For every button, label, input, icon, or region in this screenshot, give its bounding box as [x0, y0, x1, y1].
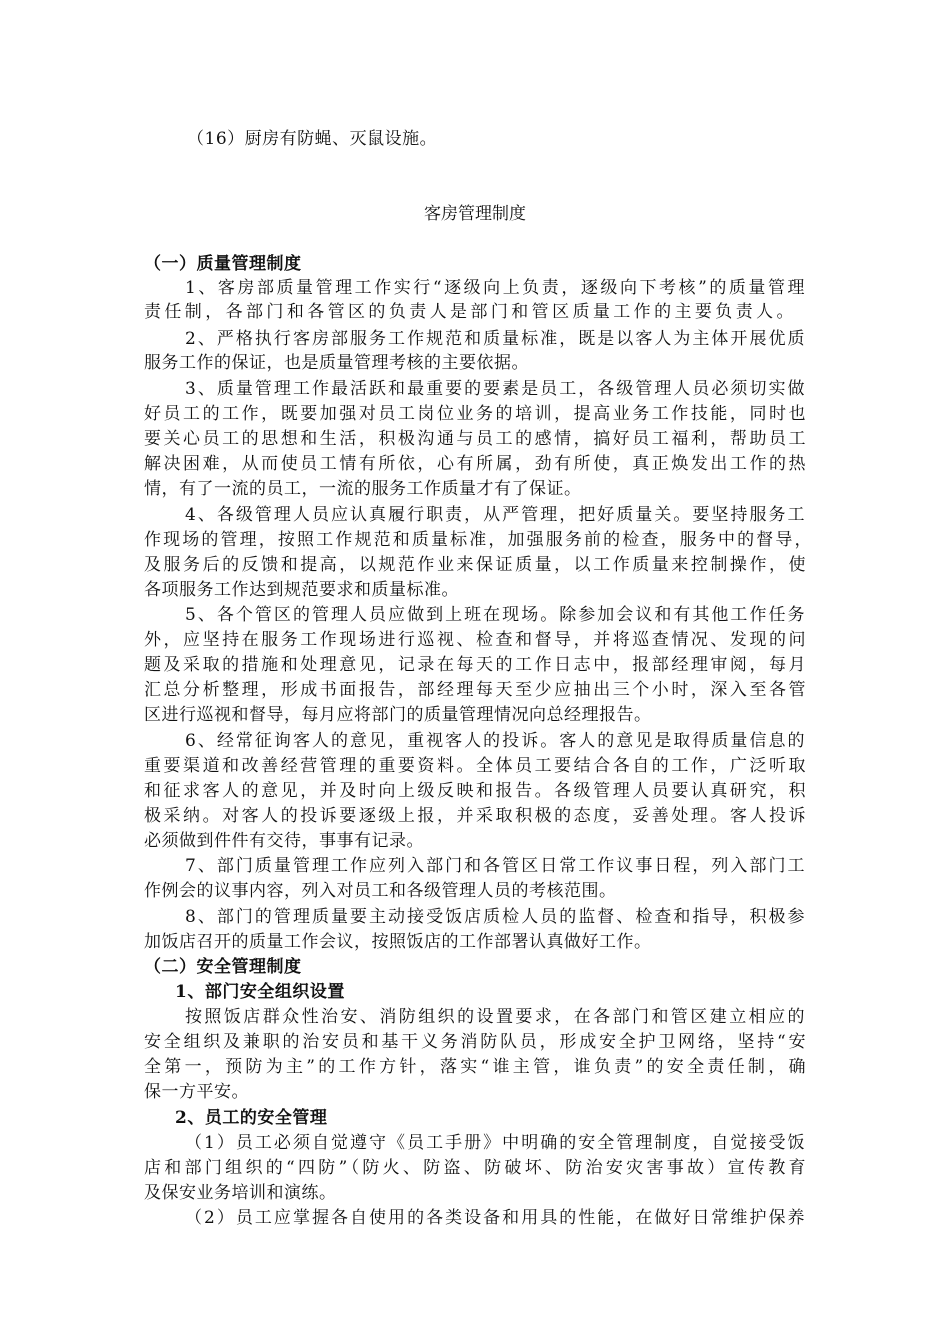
paragraph-line: 和征求客人的意见，并及时向上级反映和报告。各级管理人员要认真研究，积: [144, 781, 806, 801]
paragraph-line: 区进行巡视和督导，每月应将部门的质量管理情况向总经理报告。: [144, 705, 652, 725]
paragraph-line: 8、部门的管理质量要主动接受饭店质检人员的监督、检查和指导，积极参: [185, 907, 805, 927]
paragraph-line: 题及采取的措施和处理意见，记录在每天的工作日志中，报部经理审阅，每月: [144, 655, 806, 675]
section-heading-safety: （二）安全管理制度: [144, 957, 302, 977]
paragraph-line: 解决困难，从而使员工情有所依，心有所属，劲有所使，真正焕发出工作的热: [144, 454, 806, 474]
paragraph-line: 情，有了一流的员工，一流的服务工作质量才有了保证。: [144, 479, 582, 499]
paragraph-line: 作现场的管理，按照工作规范和质量标准，加强服务前的检查，服务中的督导，: [144, 530, 812, 550]
section-heading-quality: （一）质量管理制度: [144, 254, 302, 274]
paragraph-line: （2）员工应掌握各自使用的各类设备和用具的性能，在做好日常维护保养: [185, 1208, 805, 1228]
subsection-heading-org: 1、部门安全组织设置: [175, 982, 345, 1002]
paragraph-line: 作例会的议事内容，列入对员工和各级管理人员的考核范围。: [144, 881, 617, 901]
paragraph-line: 责任制，各部门和各管区的负责人是部门和管区质量工作的主要负责人。: [144, 302, 794, 322]
paragraph-line: 1、客房部质量管理工作实行“逐级向上负责，逐级向下考核”的质量管理: [185, 278, 805, 298]
paragraph-line: （1）员工必须自觉遵守《员工手册》中明确的安全管理制度，自觉接受饭: [185, 1133, 805, 1153]
paragraph-line: 服务工作的保证，也是质量管理考核的主要依据。: [144, 353, 529, 373]
paragraph-line: 4、各级管理人员应认真履行职责，从严管理，把好质量关。要坚持服务工: [185, 505, 805, 525]
paragraph-line: 必须做到件件有交待，事事有记录。: [144, 831, 424, 851]
paragraph-line: 保一方平安。: [144, 1082, 249, 1102]
paragraph-line: 2、严格执行客房部服务工作规范和质量标准，既是以客人为主体开展优质: [185, 329, 805, 349]
paragraph-line: 好员工的工作，既要加强对员工岗位业务的培训，提高业务工作技能，同时也: [144, 404, 806, 424]
subsection-heading-staff: 2、员工的安全管理: [175, 1108, 328, 1128]
paragraph-line: 7、部门质量管理工作应列入部门和各管区日常工作议事日程，列入部门工: [185, 856, 805, 876]
list-item-16: （16）厨房有防蝇、灭鼠设施。: [187, 129, 438, 149]
paragraph-line: 汇总分析整理，形成书面报告，部经理每天至少应抽出三个小时，深入至各管: [144, 680, 806, 700]
paragraph-line: 3、质量管理工作最活跃和最重要的要素是员工，各级管理人员必须切实做: [185, 379, 805, 399]
paragraph-line: 5、各个管区的管理人员应做到上班在现场。除参加会议和有其他工作任务: [185, 605, 805, 625]
paragraph-line: 各项服务工作达到规范要求和质量标准。: [144, 580, 459, 600]
paragraph-line: 及保安业务培训和演练。: [144, 1183, 337, 1203]
paragraph-line: 按照饭店群众性治安、消防组织的设置要求，在各部门和管区建立相应的: [185, 1007, 805, 1027]
paragraph-line: 6、经常征询客人的意见，重视客人的投诉。客人的意见是取得质量信息的: [185, 731, 805, 751]
paragraph-line: 及服务后的反馈和提高，以规范作业来保证质量，以工作质量来控制操作，使: [144, 555, 806, 575]
paragraph-line: 外，应坚持在服务工作现场进行巡视、检查和督导，并将巡查情况、发现的问: [144, 630, 806, 650]
paragraph-line: 极采纳。对客人的投诉要逐级上报，并采取积极的态度，妥善处理。客人投诉: [144, 806, 806, 826]
page-title: 客房管理制度: [424, 204, 526, 224]
paragraph-line: 加饭店召开的质量工作会议，按照饭店的工作部署认真做好工作。: [144, 932, 652, 952]
paragraph-line: 店和部门组织的“四防”（防火、防盗、防破坏、防治安灾害事故）宣传教育: [144, 1158, 806, 1178]
paragraph-line: 要关心员工的思想和生活，积极沟通与员工的感情，搞好员工福利，帮助员工: [144, 429, 806, 449]
paragraph-line: 安全组织及兼职的治安员和基干义务消防队员，形成安全护卫网络，坚持“安: [144, 1032, 806, 1052]
paragraph-line: 重要渠道和改善经营管理的重要资料。全体员工要结合各自的工作，广泛听取: [144, 756, 806, 776]
paragraph-line: 全第一，预防为主”的工作方针，落实“谁主管，谁负责”的安全责任制，确: [144, 1057, 806, 1077]
